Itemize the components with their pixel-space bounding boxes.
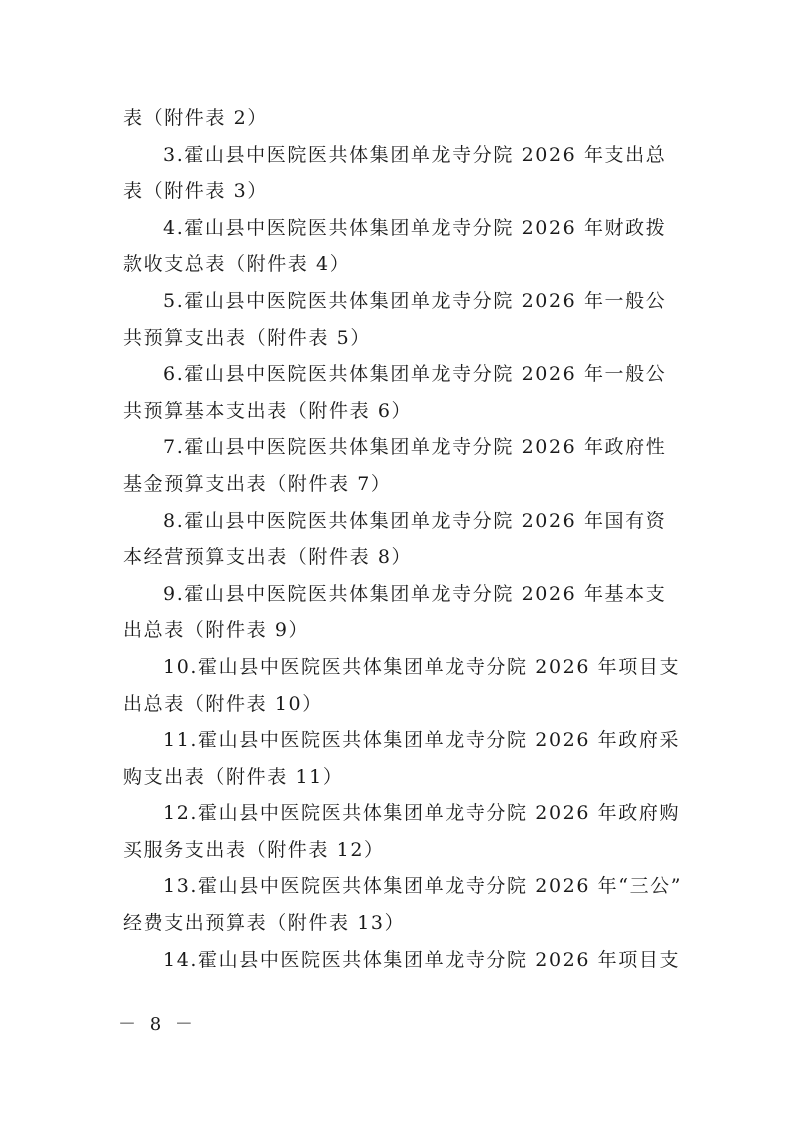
list-item-7-line-1: 7.霍山县中医院医共体集团单龙寺分院 2026 年政府性 — [163, 436, 667, 459]
list-item-8-line-1: 8.霍山县中医院医共体集团单龙寺分院 2026 年国有资 — [163, 509, 667, 532]
list-item-6-line-2: 共预算基本支出表（附件表 6） — [123, 399, 413, 422]
attachment-list — [123, 100, 683, 978]
list-item-10-line-2: 出总表（附件表 10） — [123, 692, 323, 715]
list-item-9-line-2: 出总表（附件表 9） — [123, 619, 310, 642]
list-item-13-line-2: 经费支出预算表（附件表 13） — [123, 912, 406, 935]
list-item-14-line-1: 14.霍山县中医院医共体集团单龙寺分院 2026 年项目支 — [163, 948, 681, 971]
list-item-13-line-1: 13.霍山县中医院医共体集团单龙寺分院 2026 年“三公” — [163, 875, 683, 898]
list-item-10-line-1: 10.霍山县中医院医共体集团单龙寺分院 2026 年项目支 — [163, 655, 681, 678]
list-item-11-line-1: 11.霍山县中医院医共体集团单龙寺分院 2026 年政府采 — [163, 729, 681, 752]
list-item-5-line-1: 5.霍山县中医院医共体集团单龙寺分院 2026 年一般公 — [163, 289, 667, 312]
list-item-4-line-2: 款收支总表（附件表 4） — [123, 253, 351, 276]
list-item-8-line-2: 本经营预算支出表（附件表 8） — [123, 546, 413, 569]
list-item-12-line-1: 12.霍山县中医院医共体集团单龙寺分院 2026 年政府购 — [163, 802, 681, 825]
page-number: － 8 － — [118, 1014, 197, 1035]
list-item-11-line-2: 购支出表（附件表 11） — [123, 765, 344, 788]
list-item-3-line-1: 3.霍山县中医院医共体集团单龙寺分院 2026 年支出总 — [163, 143, 667, 166]
list-line-1: 表（附件表 2） — [123, 107, 268, 129]
list-item-3-line-2: 表（附件表 3） — [123, 180, 268, 203]
list-item-4-line-1: 4.霍山县中医院医共体集团单龙寺分院 2026 年财政拨 — [163, 216, 667, 239]
list-item-6-line-1: 6.霍山县中医院医共体集团单龙寺分院 2026 年一般公 — [163, 363, 667, 386]
list-item-9-line-1: 9.霍山县中医院医共体集团单龙寺分院 2026 年基本支 — [163, 582, 667, 605]
list-item-12-line-2: 买服务支出表（附件表 12） — [123, 838, 385, 861]
list-item-5-line-2: 共预算支出表（附件表 5） — [123, 326, 371, 349]
list-item-7-line-2: 基金预算支出表（附件表 7） — [123, 472, 392, 495]
